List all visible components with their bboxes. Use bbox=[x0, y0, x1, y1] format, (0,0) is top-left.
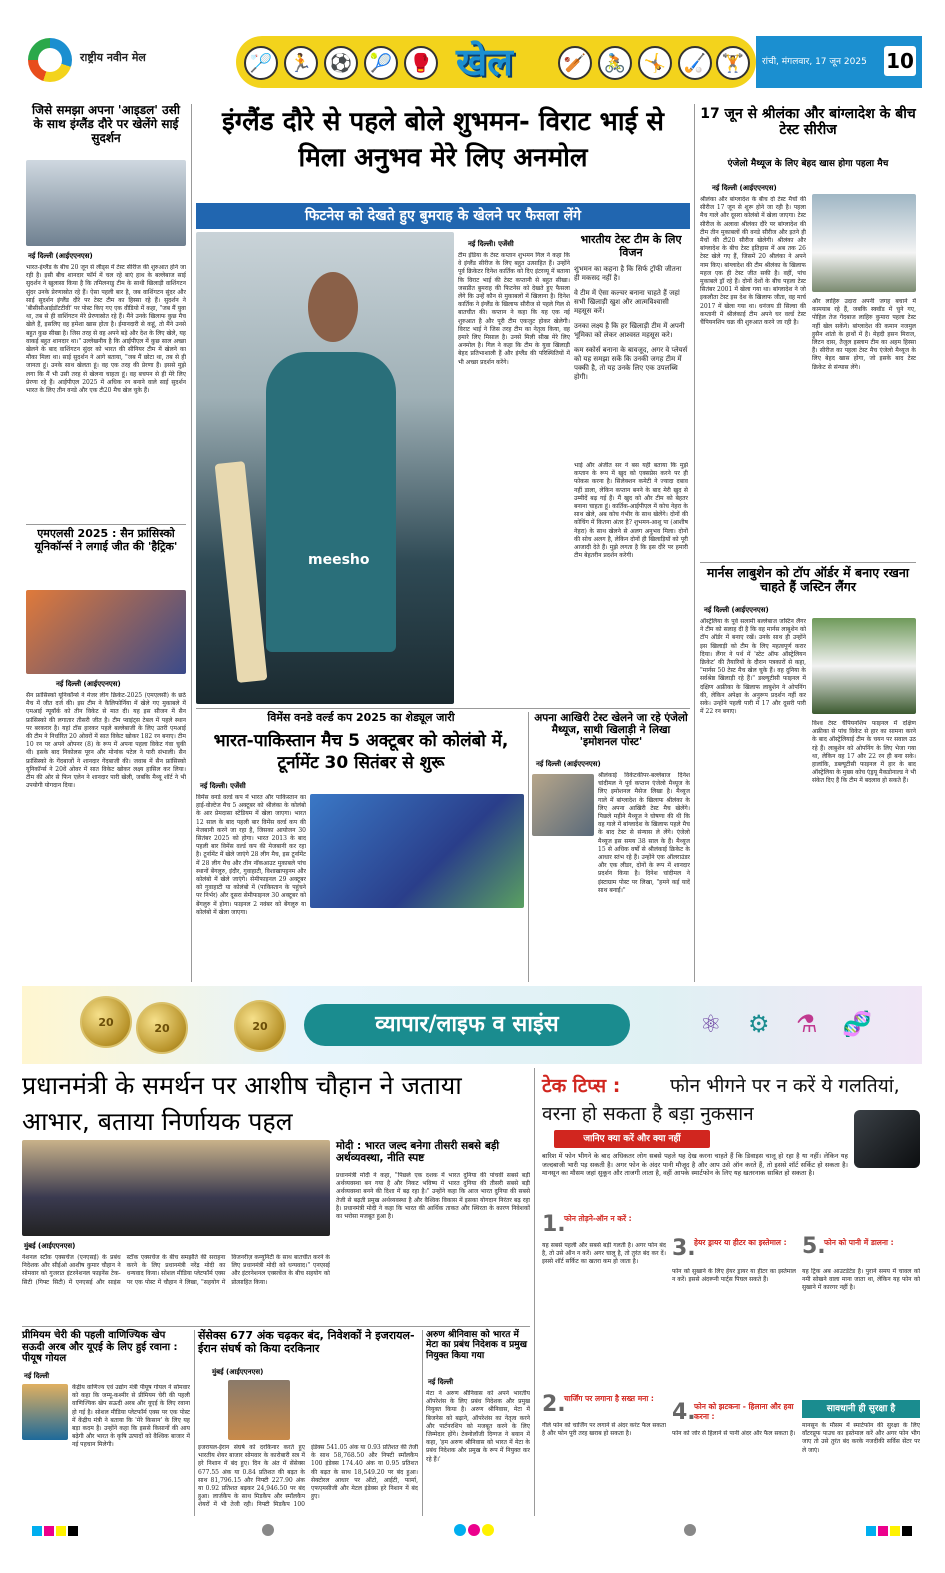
tip-text: गीले फोन को चार्जिंग पर लगाने से अंदर करंट फैल सकता है और फोन पूरी तरह खराब हो सकता है। bbox=[542, 1422, 666, 1438]
shubman-subheadline: फिटनेस को देखते हुए बुमराह के खेलने पर फैसला लेंगे bbox=[196, 203, 690, 229]
vision-item: उनका लक्ष्य है कि हर खिलाड़ी टीम में अपनी भूमिका को लेकर आश्वस्त महसूस करे। bbox=[574, 322, 685, 340]
modi-headline: मोदी : भारत जल्द बनेगा तीसरी सबसे बड़ी अर्थव्यवस्था, नीति स्पष्ट bbox=[336, 1140, 500, 1165]
tip-1 bbox=[542, 1212, 666, 1304]
modi-body: प्रधानमंत्री मोदी ने कहा, "पिछले एक दशक में भारत दुनिया की पांचवीं सबसे बड़ी अर्थव्यवस्था बन गया है और निकट भविष्य में भारत दुनिया की तीसरी सबसे बड़ी अर्थव्यवस्था बनने की दिशा में बढ़ रहा है।" उन्होंने कहा कि आज भारत दुनिया की सबसे तेजी से बढ़ती प्रमुख अर्थव्यवस्था है और वैश्विक विकास में इसका योगदान निरंतर बढ़ रहा है। प्रधानमंत्री मोदी ने कहा कि भारत की आर्थिक ताकत और स्थिरता के कारण निवेशकों का भरोसा मजबूत हुआ है। bbox=[336, 1172, 530, 1221]
business-banner-title: व्यापार/लाइफ व साइंस bbox=[375, 1012, 559, 1037]
dna-icon: 🧬 bbox=[842, 1010, 872, 1038]
sl-ban-body-2: और लाहिरु उदारा अपनी जगह बचाने में कामयाब रहे हैं, जबकि स्क्वॉड में चुने गए, पोहिल तेज गेंदबाज लाहिरु कुमारा पहला टेस्ट नहीं खेल सकेंगे। बांग्लादेश की कमान नजमुल हुसैन शांतो के हाथों में है। मेहदी हसन मिराज, लिटन दास, तैजुल इस्लाम टीम का अहम हिस्सा हैं। सीरीज का पहला टेस्ट मैच एंजेलो मैथ्यूज के लिए बेहद खास होगा, जो इसके बाद टेस्ट क्रिकेट से संन्यास लेंगे। bbox=[812, 298, 916, 371]
goyal-headline: प्रीमियम चेरी की पहली वाणिज्यिक खेप सऊदी अरब और यूएई के लिए हुई रवाना : पीयूष गोयल bbox=[22, 1330, 178, 1364]
tip-number: 1. bbox=[542, 1212, 566, 1237]
sensex-photo bbox=[228, 1380, 290, 1440]
sl-ban-byline: नई दिल्ली (आईएएनएस) bbox=[712, 184, 777, 192]
tech-tips-ribbon: जानिए क्या करें और क्या नहीं bbox=[554, 1130, 710, 1148]
sai-sudharsan-body: भारत-इंग्लैंड के बीच 20 जून से लीड्स में टेस्ट सीरीज की शुरुआत होने जा रही है। इसी बीच शानदार फॉर्म में चल रहे बाएं हाथ के बल्लेबाज साई सुदर्शन ने खुलासा किया है कि तमिलनाडु टीम के साथी खिलाड़ी वाशिंगटन सुंदर उनके प्रेरणास्रोत रहे हैं। ऐसा पहली बार है, जब वाशिंगटन सुंदर और साई सुदर्शन इंग्लैंड दौरे पर टेस्ट टीम का हिस्सा रहे हैं। सुदर्शन ने 'बीसीसीआईडॉटटीवी' पर पोस्ट किए गए एक वीडियो में कहा, "जब मैं युवा था, तब से ही वाशिंगटन मेरे प्रेरणास्रोत रहे हैं। मैंने उनके खिलाफ कुछ मैच खेले हैं, इसलिए वह हमेशा खास होता है। ईमानदारी से कहूं, तो मैंने उनसे बहुत कुछ सीखा है। जिस तरह से वह अपने बड़े और देश के लिए खेले, यह वाकई बहुत शानदार था।" उल्लेखनीय है कि आईपीएल में कुछ साल अच्छा खेलने के बाद वाशिंगटन सुंदर को भारत की सीनियर टीम में खेलने का मौका मिला था। साई सुदर्शन ने आगे बताया, "जब मैं छोटा था, तब से ही जानता हूं। उनके साथ खेलता हूं। वह एक तरह की प्रेरणा हैं। इससे मुझे लगा कि मैं भी उसी तरह से खेलना चाहता हूं। वह बचपन से ही मेरे लिए प्रेरणा रहे हैं। आईपीएल 2025 में अधिक रन बनाने वाले साई सुदर्शन भारत के लिए तीन वनडे और एक टी20 मैच खेल चुके हैं। bbox=[26, 264, 186, 395]
tip-number: 3. bbox=[672, 1236, 696, 1261]
tip-title: फोन को झटकना - हिलाना और हवा करना : bbox=[694, 1402, 794, 1421]
registration-mark bbox=[890, 1526, 900, 1536]
tip-text: फोन को सुखाने के लिए हेयर ड्रायर या हीटर का इस्तेमाल न करें। इससे अंदरूनी पार्ट्स पिघल सकते हैं। bbox=[672, 1268, 796, 1284]
boxing-icon: 🥊 bbox=[404, 46, 438, 80]
registration-mark bbox=[866, 1526, 876, 1536]
page-number: 10 bbox=[884, 46, 916, 76]
divider bbox=[700, 562, 916, 563]
tech-tips-headline: फोन भीगने पर न करें ये गलतियां, वरना हो सकता है बड़ा नुकसान bbox=[542, 1075, 900, 1125]
registration-mark bbox=[468, 1524, 480, 1536]
labuschagne-body: ऑस्ट्रेलिया के पूर्व सलामी बल्लेबाज जस्टिन लैंगर ने टीम को सलाह दी है कि वह मार्नस लाबुशेन को टॉप ऑर्डर में बनाए रखें। उनके साथ ही उन्होंने इस खिलाड़ी को टीम के लिए महत्वपूर्ण करार दिया। लैंगर ने पर्थ में 'स्टेट ऑफ ऑस्ट्रेलियन क्रिकेट' की तैयारियों के दौरान पत्रकारों से कहा, "मार्नस 50 टेस्ट मैच खेल चुके हैं। वह दुनिया के सर्वश्रेष्ठ खिलाड़ी रहे हैं।" डब्ल्यूटीसी फाइनल में दक्षिण अफ्रीका के खिलाफ लाबुशेन ने ओपनिंग की, लेकिन अपेक्षा के अनुरूप प्रदर्शन नहीं कर सके। उन्होंने पहली पारी में 17 और दूसरी पारी में 22 रन बनाए। bbox=[700, 618, 806, 716]
shubman-headline: इंग्लैंड दौरे से पहले बोले शुभमन- विराट भाई से मिला अनुभव मेरे लिए अनमोल bbox=[222, 107, 664, 173]
sl-ban-body: श्रीलंका और बांग्लादेश के बीच दो टेस्ट मैचों की सीरीज 17 जून से शुरू होने जा रही है। पहला मैच गाले और दूसरा कोलंबो में खेला जाएगा। टेस्ट सीरीज के अलावा श्रीलंका दौरे पर बांग्लादेश की टीम तीन मुकाबलों की वनडे सीरीज और इतने ही मैचों की टी20 सीरीज खेलेगी। श्रीलंका और बांग्लादेश के बीच टेस्ट इतिहास में अब तक 26 टेस्ट खेले गए हैं, जिसमें 20 श्रीलंका ने अपने नाम किए। बांग्लादेश की टीम श्रीलंका के खिलाफ महज एक ही टेस्ट जीत सकी है। वहीं, पांच मुकाबले ड्रॉ रहे हैं। दोनों देशों के बीच पहला टेस्ट सितंबर 2001 में खेला गया था। बांग्लादेश ने जो इकलौता टेस्ट इस देश के खिलाफ जीता, वह मार्च 2017 में खेला गया था। धनंजय डी सिल्वा की कप्तानी में श्रीलंकाई टीम अपने घर वर्ल्ड टेस्ट चैंपियनशिप चक्र की शुरुआत करने जा रही है। bbox=[700, 196, 806, 327]
mathews-post-body: श्रीलंकाई विकेटकीपर-बल्लेबाज दिनेश चांदीमल ने पूर्व कप्तान एंजेलो मैथ्यूज के लिए इमोशनल मैसेज लिखा है। मैथ्यूज गाले में बांग्लादेश के खिलाफ श्रीलंका के लिए अपना आखिरी टेस्ट मैच खेलेंगे। पिछले महीने मैथ्यूज ने घोषणा की थी कि वह गाले में बांग्लादेश के खिलाफ पहले मैच के बाद टेस्ट से संन्यास ले लेंगे। एंजेलो मैथ्यूज इस समय 38 साल के हैं। मैथ्यूज 15 से अधिक वर्षों से श्रीलंकाई क्रिकेट के आधार स्तंभ रहे हैं। उन्होंने एक ऑलराउंडर और एक लीडर, दोनों के रूप में शानदार प्रदर्शन किया है। दिनेश चांदीमल ने इंस्टाग्राम पोस्ट पर लिखा, "हमने कई यादें साथ बनाईं।" bbox=[598, 772, 690, 894]
sl-ban-headline: 17 जून से श्रीलंका और बांग्लादेश के बीच टेस्ट सीरीज bbox=[700, 106, 916, 139]
sl-ban-subheadline: एंजेलो मैथ्यूज के लिए बेहद खास होगा पहला मैच bbox=[727, 159, 889, 169]
vision-item: कम स्कोर्स बनाना के बावजूद, अगर वे प्लेयर्स को यह समझा सकें कि उनकी जगह टीम में पक्की है, तो यह उनके लिए एक उपलब्धि होगी। bbox=[574, 346, 688, 382]
tech-tips-intro: बारिश में फोन भीगने के बाद अधिकतर लोग सबसे पहले यह देख करना चाहते हैं कि डिवाइस चालू हो रहा है या नहीं। लेकिन यह जल्दबाजी भारी पड़ सकती है। अगर फोन के अंदर पानी मौजूद है और आप उसे ऑन करते हैं, तो इससे शॉर्ट सर्किट हो सकता है। मानसून का मौसम जहां सुकून और ताजगी लाता है, वहीं आपके स्मार्टफोन के लिए यह खतरनाक साबित हो सकता है। bbox=[542, 1152, 848, 1177]
tip-5 bbox=[802, 1212, 920, 1378]
wet-phone-photo bbox=[854, 1110, 920, 1168]
vision-item: शुभमन का कहना है कि सिर्फ ट्रॉफी जीतना ही मकसद नहीं है। bbox=[574, 265, 682, 283]
divider bbox=[26, 524, 186, 525]
section-title: खेल bbox=[456, 40, 513, 84]
sai-sudharsan-headline: जिसे समझा अपना 'आइडल' उसी के साथ इंग्लैंड दौरे पर खेलेंगे साई सुदर्शन bbox=[32, 103, 180, 145]
weightlifting-icon: 🏋 bbox=[716, 46, 750, 80]
running-icon: 🏃 bbox=[284, 46, 318, 80]
labuschagne-byline: नई दिल्ली (आईएएनएस) bbox=[704, 606, 769, 614]
cycling-icon: 🚴 bbox=[598, 46, 632, 80]
tip-number: 4. bbox=[672, 1400, 696, 1425]
labuschagne-body-2: विश्व टेस्ट चैंपियनशिप फाइनल में दक्षिण अफ्रीका से पांच विकेट से हार का सामना करने के बाद ऑस्ट्रेलियाई टीम के चयन पर सवाल उठ रहे हैं। लाबुशेन को ओपनिंग के लिए भेजा गया था, लेकिन वह 17 और 22 रन ही बना सके। हालांकि, डब्ल्यूटीसी फाइनल में हार के बाद ऑस्ट्रेलिया के मुख्य कोच एंड्रयू मैकडोनाल्ड ने भी संकेत दिए हैं कि टीम में बदलाव हो सकते हैं। bbox=[812, 720, 916, 785]
srinivas-body: मेटा ने अरुण श्रीनिवास को अपने भारतीय ऑपरेशंस के लिए प्रबंध निदेशक और प्रमुख नियुक्त किया है। अरुण श्रीनिवास, मेटा में बिजनेस को बढ़ाने, ऑपरेशंस का नेतृत्व करने और पार्टनरशिप को मजबूत करने के लिए जिम्मेदार होंगे। टेक्नोलॉजी दिग्गज ने बयान में कहा, 'हम अरुण श्रीनिवास को भारत में मेटा के प्रबंध निदेशक और प्रमुख के रूप में नियुक्त कर रहे हैं।' bbox=[426, 1390, 530, 1463]
registration-mark bbox=[878, 1526, 888, 1536]
chauhan-byline: मुंबई (आईएएनएस) bbox=[24, 1242, 76, 1250]
shubman-body-2: भाई और अंजीत सर ने बस यही बताया कि मुझे कप्तान के रूप में खुद को एक्सप्रेस करने पर ही फोकस करना है। सिलेक्शन कमेटी ने ज्यादा दबाव नहीं डाला, लेकिन कप्तान बनने के बाद मेरी खुद से उम्मीदें बढ़ गई हैं। मैं खुद को और टीम को बेहतर बनाना चाहता हूं। कार्तिक-आईपीएल में कोच नेहरा के साथ खेले, अब कोच गंभीर के साथ खेलेंगे। दोनों की कोचिंग में कितना अंतर है? शुभमन-आशु पा (आशीष नेहरा) के साथ खेलने से अलग अनुभव मिला। दोनों की सोच अलग है, लेकिन दोनों ही खिलाड़ियों को पूरी आजादी देते हैं। मुझे लगता है कि इस दौरे पर हमारी टीम बेहतरीन प्रदर्शन करेगी। bbox=[574, 462, 688, 560]
divider bbox=[534, 1068, 535, 1516]
labuschagne-headline: मार्नस लाबुशेन को टॉप ऑर्डर में बनाए रखना चाहते हैं जस्टिन लैंगर bbox=[706, 565, 910, 595]
tip-title: फोन तोड़ने-ऑन न करें : bbox=[564, 1214, 632, 1223]
wc-byline: नई दिल्ली। एजेंसी bbox=[200, 782, 246, 790]
vision-item: वे टीम में ऐसा कल्चर बनाना चाहते हैं जहां सभी खिलाड़ी खुश और आत्मविश्वासी महसूस करें। bbox=[574, 289, 680, 316]
gear-icon: ⚙ bbox=[748, 1010, 770, 1038]
mlc-byline: नई दिल्ली (आईएएनएस) bbox=[56, 680, 121, 688]
cricket-icon: 🏏 bbox=[558, 46, 592, 80]
divider bbox=[422, 1330, 423, 1516]
beaker-icon: ⚗ bbox=[796, 1010, 818, 1038]
goyal-photo bbox=[22, 1384, 68, 1440]
paper-name: राष्ट्रीय नवीन मेल bbox=[80, 51, 146, 64]
registration-dot bbox=[684, 1524, 696, 1536]
bat-shape bbox=[215, 461, 268, 683]
registration-mark bbox=[32, 1526, 42, 1536]
caution-title: सावधानी ही सुरक्षा है bbox=[802, 1400, 920, 1418]
mlc-photo bbox=[26, 590, 186, 674]
mathews-post-byline: नई दिल्ली (आईएएनएस) bbox=[536, 760, 601, 768]
wc-headline: भारत-पाकिस्तान मैच 5 अक्टूबर को कोलंबो में, टूर्नामेंट 30 सितंबर से शुरू bbox=[213, 731, 509, 773]
mathews-photo bbox=[812, 194, 916, 292]
registration-dot bbox=[262, 1524, 274, 1536]
registration-mark bbox=[482, 1524, 494, 1536]
mlc-headline: एमएलसी 2025 : सैन फ्रांसिस्को यूनिकॉर्न्स ने लगाई जीत की 'हैट्रिक' bbox=[34, 527, 178, 553]
shubman-byline: नई दिल्ली। एजेंसी bbox=[468, 240, 514, 248]
goyal-body: केंद्रीय वाणिज्य एवं उद्योग मंत्री पीयूष गोयल ने सोमवार को कहा कि जम्मू-कश्मीर से प्रीमियम चेरी की पहली वाणिज्यिक खेप सऊदी अरब और यूएई के लिए रवाना हो गई है। सोशल मीडिया प्लेटफॉर्म एक्स पर एक पोस्ट में केंद्रीय मंत्री ने बताया कि 'मेरे किसान' के लिए यह बड़ा कदम है। उन्होंने कहा कि इससे किसानों की आय बढ़ेगी और भारत के कृषि उत्पादों को वैश्विक बाजार में नई पहचान मिलेगी। bbox=[72, 1384, 190, 1449]
sensex-headline: सेंसेक्स 677 अंक चढ़कर बंद, निवेशकों ने इजरायल-ईरान संघर्ष को किया दरकिनार bbox=[198, 1329, 415, 1355]
tip-2 bbox=[542, 1392, 666, 1512]
shubman-photo bbox=[196, 232, 454, 704]
vision-box-title: भारतीय टेस्ट टीम के लिए विजन bbox=[580, 233, 682, 259]
sai-sudharsan-photo bbox=[26, 160, 186, 246]
football-icon: ⚽ bbox=[324, 46, 358, 80]
mathews-post-headline: अपना आखिरी टेस्ट खेलने जा रहे एंजेलो मैथ्यूज, साथी खिलाड़ी ने लिखा 'इमोशनल पोस्ट' bbox=[534, 712, 688, 749]
goyal-byline: नई दिल्ली bbox=[24, 1372, 50, 1380]
vision-box-list bbox=[574, 265, 688, 382]
coin-icon: 20 bbox=[136, 1002, 188, 1054]
labuschagne-photo bbox=[812, 618, 916, 714]
mathews-post-photo bbox=[532, 774, 594, 836]
tip-4 bbox=[672, 1400, 796, 1512]
paper-logo bbox=[22, 32, 222, 88]
wc-body: विमेंस वनडे वर्ल्ड कप में भारत और पाकिस्तान का हाई-वोल्टेज मैच 5 अक्टूबर को श्रीलंका के कोलंबो के आर प्रेमदासा स्टेडियम में खेला जाएगा। भारत 12 साल के बाद पहली बार विमेंस वर्ल्ड कप की मेजबानी करने जा रहा है, जिसका आयोजन 30 सितंबर 2025 को होगा। भारत 2013 के बाद पहली बार विमेंस वर्ल्ड कप की मेजबानी कर रहा है। टूर्नामेंट में खेले जाएंगे 28 लीग मैच, इस टूर्नामेंट में 28 लीग मैच और तीन नॉकआउट मुकाबले पांच स्थानों बेंगलुरु, इंदौर, गुवाहाटी, विशाखापट्टनम और कोलंबो में खेले जाएंगे। सेमीफाइनल 29 अक्टूबर को गुवाहाटी या कोलंबो में (पाकिस्तान के पहुंचने पर निर्भर) और दूसरा सेमीफाइनल 30 अक्टूबर को बेंगलुरु में होगा। फाइनल 2 नवंबर को बेंगलुरु या कोलंबो में खेला जाएगा। bbox=[196, 794, 306, 916]
mlc-body: सैन फ्रांसिस्को यूनिकॉर्न्स ने मेजर लीग क्रिकेट-2025 (एमएलसी) के छठे मैच में जीत दर्ज की। इस टीम ने कैलिफोर्निया में खेले गए मुकाबले में एमआई न्यूयॉर्क को तीन विकेट से मात दी। यह इस सीजन में सैन फ्रांसिस्को की लगातार तीसरी जीत है। टीम प्वाइंट्स टेबल में पहले स्थान पर बरकरार है। यहां टॉस हारकर पहले बल्लेबाजी के लिए उतरी एमआई की टीम ने निर्धारित 20 ओवरों में सात विकेट खोकर 182 रन बनाए। टीम 10 रन पर अपने ओपनर (8) के रूप में अपना पहला विकेट गंवा चुकी थी। इसके बाद निकोलस पूरन और मोनांक पटेल ने पारी संभाली। सैन फ्रांसिस्को के गेंदबाजों ने शानदार गेंदबाजी की। जवाब में सैन फ्रांसिस्को यूनिकॉर्न्स ने 20वें ओवर में सात विकेट खोकर लक्ष्य हासिल कर लिया। टीम की ओर से फिन एलेन ने शानदार पारी खेली, जबकि मैथ्यू शॉर्ट ने भी उपयोगी योगदान दिया। bbox=[26, 692, 186, 790]
dateline: रांची, मंगलवार, 17 जून 2025 bbox=[762, 57, 867, 67]
divider bbox=[194, 1330, 195, 1516]
wc-kicker: विमेंस वनडे वर्ल्ड कप 2025 का शेड्यूल जारी bbox=[267, 711, 455, 724]
divider bbox=[694, 104, 695, 982]
badminton-icon: 🏸 bbox=[244, 46, 278, 80]
atom-icon: ⚛ bbox=[700, 1010, 722, 1038]
tip-number: 2. bbox=[542, 1392, 566, 1417]
jersey-sponsor-text: meesho bbox=[308, 552, 370, 568]
caution-text: मानसून के मौसम में स्मार्टफोन की सुरक्षा के लिए वॉटरप्रूफ पाउच का इस्तेमाल करें और अगर फोन भीग जाए तो उसे तुरंत बंद करके नजदीकी सर्विस सेंटर पर ले जाएं। bbox=[802, 1422, 920, 1454]
vision-box bbox=[574, 234, 688, 456]
tip-text: यह ट्रिक अब आउटडेटेड है। पुराने समय में चावल को नमी सोखने वाला माना जाता था, लेकिन यह फोन को सुखाने में कारगर नहीं है। bbox=[802, 1268, 920, 1292]
registration-mark bbox=[454, 1524, 466, 1536]
logo-swirl-inner bbox=[38, 48, 62, 72]
tennis-icon: 🎾 bbox=[364, 46, 398, 80]
tip-title: फोन को पानी में डालना : bbox=[824, 1238, 894, 1247]
tech-tips-label: टेक टिप्स : bbox=[542, 1075, 621, 1097]
high-jump-icon: 🤸 bbox=[638, 46, 672, 80]
tip-title: हेयर ड्रायर या हीटर का इस्तेमाल : bbox=[694, 1238, 787, 1247]
sensex-byline: मुंबई (आईएएनएस) bbox=[212, 1368, 264, 1376]
jersey-shape bbox=[266, 352, 396, 652]
tip-number: 5. bbox=[802, 1234, 826, 1259]
registration-mark bbox=[56, 1526, 66, 1536]
tip-text: फोन को जोर से हिलाने से पानी अंदर और फैल सकता है। bbox=[672, 1430, 796, 1437]
wc-photo bbox=[310, 794, 524, 908]
divider bbox=[22, 1326, 530, 1327]
coin-icon: 20 bbox=[234, 1000, 286, 1052]
tip-text: यह सबसे पहली और सबसे बड़ी गलती है। अगर फोन बंद है, तो उसे ऑन न करें। अगर चालू है, तो तुरंत बंद कर दें। इससे शॉर्ट सर्किट का खतरा कम हो जाता है। bbox=[542, 1242, 666, 1266]
registration-mark bbox=[68, 1526, 78, 1536]
shubman-body-1: टीम इंडिया के टेस्ट कप्तान शुभमन गिल ने कहा कि वे इंग्लैंड सीरीज के लिए बहुत उत्साहित हैं। उन्होंने पूर्व क्रिकेटर दिनेश कार्तिक को दिए इंटरव्यू में बताया कि विराट भाई की टेस्ट कप्तानी से बहुत सीखा। जसप्रीत बुमराह की फिटनेस को देखते हुए फैसला लेंगे कि उन्हें कौन से मुकाबलों में खिलाना है। दिनेश कार्तिक ने इंग्लैंड के खिलाफ सीरीज से पहले गिल से बातचीत की। कप्तान ने कहा कि यह एक नई शुरुआत है और पूरी टीम एकजुट होकर खेलेगी। विराट भाई ने जिस तरह टीम का नेतृत्व किया, वह हमारे लिए मिसाल है। उनसे मिली सीख मेरे लिए अनमोल है। गिल ने कहा कि टीम के युवा खिलाड़ी बेहद प्रतिभाशाली हैं और इंग्लैंड की परिस्थितियों में भी अच्छा प्रदर्शन करेंगे। bbox=[458, 252, 570, 366]
tip-3 bbox=[672, 1212, 796, 1372]
srinivas-byline: नई दिल्ली bbox=[428, 1378, 454, 1386]
hockey-icon: 🏑 bbox=[678, 46, 712, 80]
srinivas-headline: अरुण श्रीनिवास को भारत में मेटा का प्रबंध निदेशक व प्रमुख नियुक्त किया गया bbox=[426, 1330, 527, 1361]
chauhan-headline: प्रधानमंत्री के समर्थन पर आशीष चौहान ने जताया आभार, बताया निर्णायक पहल bbox=[22, 1071, 462, 1136]
tip-title: चार्जिंग पर लगाना है सख्त मना : bbox=[564, 1394, 654, 1403]
divider bbox=[191, 104, 192, 982]
registration-mark bbox=[902, 1526, 912, 1536]
chauhan-photo bbox=[22, 1140, 330, 1236]
sensex-body: इजरायल-ईरान संघर्ष को दरकिनार करते हुए भारतीय शेयर बाजार सोमवार के कारोबारी सत्र में हरे निशान में बंद हुए। दिन के अंत में सेंसेक्स 677.55 अंक या 0.84 प्रतिशत की बढ़त के साथ 81,796.15 और निफ्टी 227.90 अंक या 0.92 प्रतिशत बढ़कर 24,946.50 पर बंद हुआ। लार्जकैप के साथ मिडकैप और स्मॉलकैप शेयरों में भी तेजी रही। निफ्टी मिडकैप 100 इंडेक्स 541.05 अंक या 0.93 प्रतिशत की तेजी के साथ 58,768.50 और निफ्टी स्मॉलकैप 100 इंडेक्स 174.40 अंक या 0.95 प्रतिशत की बढ़त के साथ 18,549.20 पर बंद हुआ। सेक्टोरल आधार पर ऑटो, आईटी, फार्मा, एफएमसीजी और मेटल इंडेक्स हरे निशान में बंद हुए। bbox=[198, 1444, 418, 1509]
chauhan-body: नेशनल स्टॉक एक्सचेंज (एनएसई) के प्रबंध निदेशक और सीईओ आशीष कुमार चौहान ने सोमवार को गुजरात इंटरनेशनल फाइनेंस टेक-सिटी (गिफ्ट सिटी) में एनएसई और साइंस स्टॉक एक्सचेंज के बीच समझौते की सराहना करने के लिए प्रधानमंत्री नरेंद्र मोदी का धन्यवाद किया। सोशल मीडिया प्लेटफॉर्म एक्स पर एक पोस्ट में चौहान ने लिखा, "सहयोग में विजनरीज़ कम्युनिटी के साथ बातचीत करने के लिए प्रधानमंत्री मोदी को धन्यवाद।" एनएसई और इंटरनेशनल एक्सचेंज के बीच सहयोग को प्रोत्साहित किया। bbox=[22, 1254, 330, 1286]
divider bbox=[196, 708, 690, 709]
head-shape bbox=[308, 272, 358, 342]
registration-mark bbox=[44, 1526, 54, 1536]
sai-sudharsan-byline: नई दिल्ली (आईएएनएस) bbox=[28, 252, 93, 260]
divider bbox=[528, 712, 529, 982]
coin-icon: 20 bbox=[80, 996, 132, 1048]
